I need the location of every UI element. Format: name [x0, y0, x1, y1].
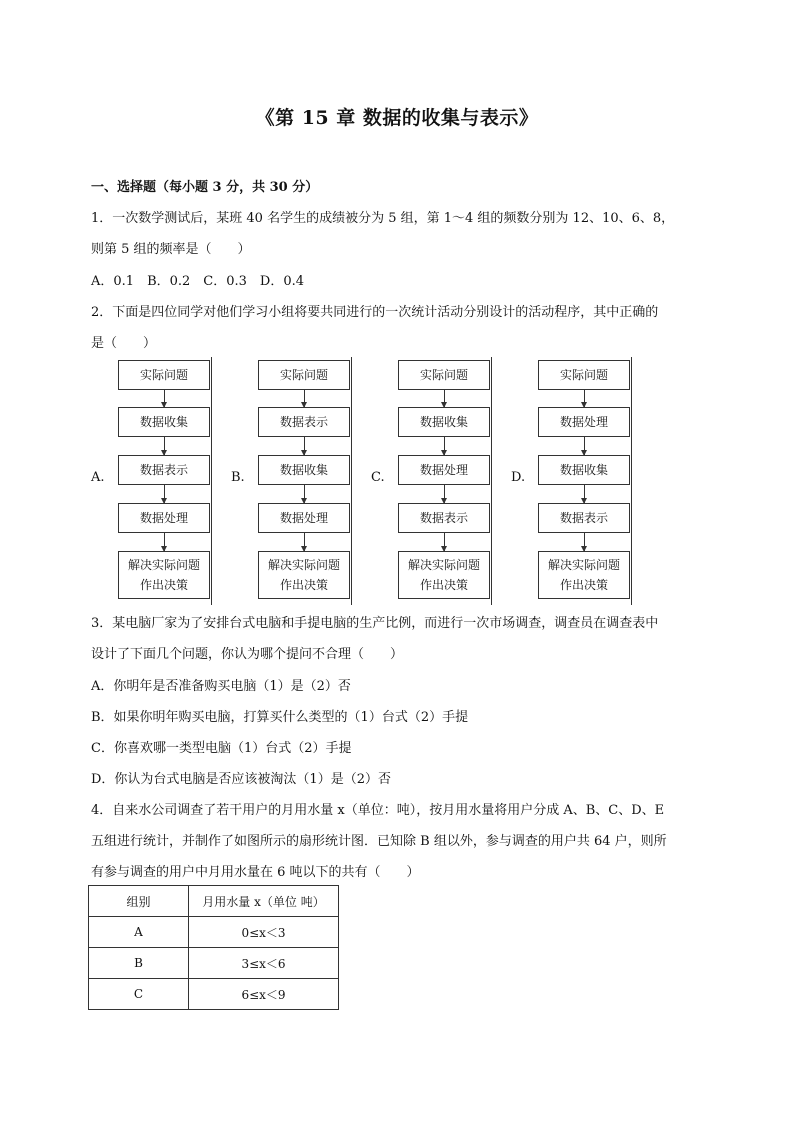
- flowchart-label: A.: [91, 470, 105, 485]
- flow-step: 数据表示: [538, 503, 630, 533]
- flow-step: 数据处理: [118, 503, 210, 533]
- flow-final-step: [118, 551, 210, 599]
- down-arrow-icon: [444, 485, 445, 503]
- table-header-group: 组别: [89, 886, 189, 917]
- down-arrow-icon: [164, 390, 165, 407]
- flow-step: 实际问题: [538, 360, 630, 390]
- flow-step: 数据处理: [258, 503, 350, 533]
- down-arrow-icon: [584, 533, 585, 551]
- down-arrow-icon: [584, 485, 585, 503]
- question-3-option-b: B．如果你明年购买电脑，打算买什么类型的（1）台式（2）手提: [91, 710, 469, 725]
- flowchart-c: [371, 357, 521, 605]
- question-1-options: A．0.1 B．0.2 C．0.3 D．0.4: [91, 274, 305, 289]
- question-3-line-2: 设计了下面几个问题，你认为哪个提问不合理（ ）: [91, 647, 404, 662]
- table-header-usage: 月用水量 x（单位 吨）: [189, 886, 339, 917]
- down-arrow-icon: [304, 533, 305, 551]
- flow-side-line: [631, 357, 632, 605]
- down-arrow-icon: [164, 437, 165, 455]
- flow-final-line: 作出决策: [559, 578, 608, 592]
- flow-step: 数据收集: [398, 407, 490, 437]
- flow-final-line: 作出决策: [419, 578, 468, 592]
- question-1-line-1: 1．一次数学测试后，某班 40 名学生的成绩被分为 5 组，第 1～4 组的频数分别为 12、10、6、8，: [91, 211, 675, 226]
- flow-final-step: [538, 551, 630, 599]
- flow-step: 数据处理: [538, 407, 630, 437]
- table-cell-range: 3≤x＜6: [189, 948, 339, 979]
- table-row: [89, 948, 339, 979]
- flow-step: 数据处理: [398, 455, 490, 485]
- down-arrow-icon: [304, 390, 305, 407]
- down-arrow-icon: [584, 390, 585, 407]
- question-1-line-2: 则第 5 组的频率是（ ）: [91, 242, 251, 257]
- table-cell-range: 6≤x＜9: [189, 979, 339, 1010]
- down-arrow-icon: [304, 437, 305, 455]
- down-arrow-icon: [444, 533, 445, 551]
- flow-final-line: 解决实际问题: [127, 558, 200, 572]
- water-usage-table: [88, 885, 339, 1010]
- question-4-line-2: 五组进行统计，并制作了如图所示的扇形统计图．已知除 B 组以外，参与调查的用户共 64 户，则所: [91, 834, 667, 849]
- table-row: [89, 917, 339, 948]
- table-cell-range: 0≤x＜3: [189, 917, 339, 948]
- flow-side-line: [351, 357, 352, 605]
- flow-final-line: 解决实际问题: [547, 558, 620, 572]
- flowchart-label: B.: [231, 470, 245, 485]
- question-2-line-1: 2．下面是四位同学对他们学习小组将要共同进行的一次统计活动分别设计的活动程序，其中正确的: [91, 305, 659, 320]
- flowchart-label: C.: [371, 470, 385, 485]
- table-header-row: [89, 886, 339, 917]
- question-3-option-a: A．你明年是否准备购买电脑（1）是（2）否: [91, 679, 351, 694]
- table-row: [89, 979, 339, 1010]
- flow-step: 数据表示: [398, 503, 490, 533]
- flow-step: 数据表示: [258, 407, 350, 437]
- flow-step: 数据收集: [538, 455, 630, 485]
- down-arrow-icon: [164, 533, 165, 551]
- flow-final-step: [398, 551, 490, 599]
- flow-final-line: 解决实际问题: [407, 558, 480, 572]
- flowchart-d: [511, 357, 661, 605]
- flowchart-a: [91, 357, 241, 605]
- question-3-option-d: D．你认为台式电脑是否应该被淘汰（1）是（2）否: [91, 772, 391, 787]
- question-3-option-c: C．你喜欢哪一类型电脑（1）台式（2）手提: [91, 741, 352, 756]
- section-heading: 一、选择题（每小题 3 分，共 30 分）: [91, 180, 319, 195]
- down-arrow-icon: [584, 437, 585, 455]
- flow-step: 数据收集: [118, 407, 210, 437]
- question-3-line-1: 3．某电脑厂家为了安排台式电脑和手提电脑的生产比例，而进行一次市场调查，调查员在调查表中: [91, 616, 659, 631]
- down-arrow-icon: [304, 485, 305, 503]
- flow-step: 数据收集: [258, 455, 350, 485]
- question-4-line-1: 4．自来水公司调查了若干用户的月用水量 x（单位：吨），按月用水量将用户分成 A、B、C、D、E: [91, 803, 665, 818]
- flow-step: 实际问题: [118, 360, 210, 390]
- flowchart-label: D.: [511, 470, 526, 485]
- flow-final-line: 作出决策: [279, 578, 328, 592]
- flowchart-options: [91, 357, 651, 605]
- down-arrow-icon: [164, 485, 165, 503]
- flow-side-line: [211, 357, 212, 605]
- flow-step: 实际问题: [398, 360, 490, 390]
- table-cell-group: A: [89, 917, 189, 948]
- table-cell-group: C: [89, 979, 189, 1010]
- down-arrow-icon: [444, 390, 445, 407]
- flow-step: 数据表示: [118, 455, 210, 485]
- question-2-line-2: 是（ ）: [91, 336, 157, 351]
- flow-final-step: [258, 551, 350, 599]
- down-arrow-icon: [444, 437, 445, 455]
- flow-final-line: 解决实际问题: [267, 558, 340, 572]
- flowchart-b: [231, 357, 381, 605]
- document-title: 《第 15 章 数据的收集与表示》: [255, 107, 539, 129]
- table-cell-group: B: [89, 948, 189, 979]
- flow-step: 实际问题: [258, 360, 350, 390]
- question-4-line-3: 有参与调查的用户中月用水量在 6 吨以下的共有（ ）: [91, 865, 420, 880]
- flow-final-line: 作出决策: [139, 578, 188, 592]
- flow-side-line: [491, 357, 492, 605]
